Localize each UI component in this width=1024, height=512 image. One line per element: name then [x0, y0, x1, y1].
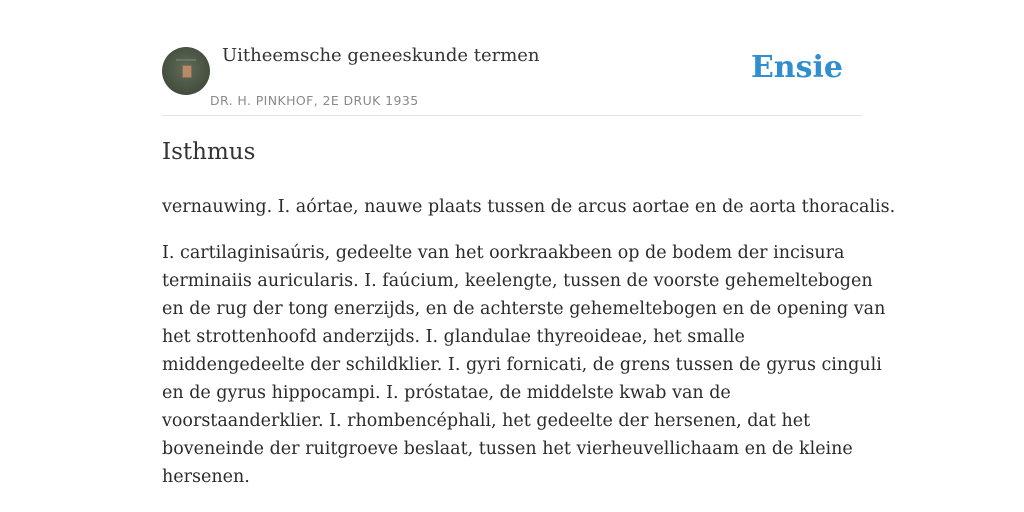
- page: [162, 0, 896, 512]
- header: [162, 0, 862, 116]
- paragraph-line: hersenen.: [162, 467, 250, 487]
- paragraph-line: en de gyrus hippocampi. I. próstatae, de middelste kwab van de: [162, 383, 731, 403]
- book-cover-image[interactable]: [162, 47, 210, 95]
- paragraph-line: terminaiis auricularis. I. faúcium, keelengte, tussen de voorste gehemeltebogen: [162, 271, 873, 291]
- paragraph-line: en de rug der tong enerzijds, en de achterste gehemeltebogen en de opening van: [162, 299, 886, 319]
- paragraph-line: het strottenhoofd anderzijds. I. glandulae thyreoideae, het smalle: [162, 327, 745, 347]
- entry-definition-paragraph-1: vernauwing. I. aórtae, nauwe plaats tussen de arcus aortae en de aorta thoracalis.: [162, 197, 896, 217]
- paragraph-line: boveneinde der ruitgroeve beslaat, tussen het vierheuvellichaam en de kleine: [162, 439, 853, 459]
- book-subtitle: DR. H. PINKHOF, 2E DRUK 1935: [210, 93, 419, 108]
- cover-title-band: [176, 59, 196, 61]
- paragraph-line: voorstaanderklier. I. rhombencéphali, het gedeelte der hersenen, dat het: [162, 411, 811, 431]
- ensie-logo-link[interactable]: Ensie: [750, 50, 843, 85]
- paragraph-line: middengedeelte der schildklier. I. gyri fornicati, de grens tussen de gyrus cinguli: [162, 355, 882, 375]
- entry-definition-paragraph-2: [162, 239, 886, 491]
- cover-emblem: [182, 65, 192, 78]
- book-title[interactable]: Uitheemsche geneeskunde termen: [222, 45, 540, 66]
- entry-term-heading: Isthmus: [162, 139, 256, 165]
- paragraph-line: I. cartilaginisaúris, gedeelte van het oorkraakbeen op de bodem der incisura: [162, 243, 845, 263]
